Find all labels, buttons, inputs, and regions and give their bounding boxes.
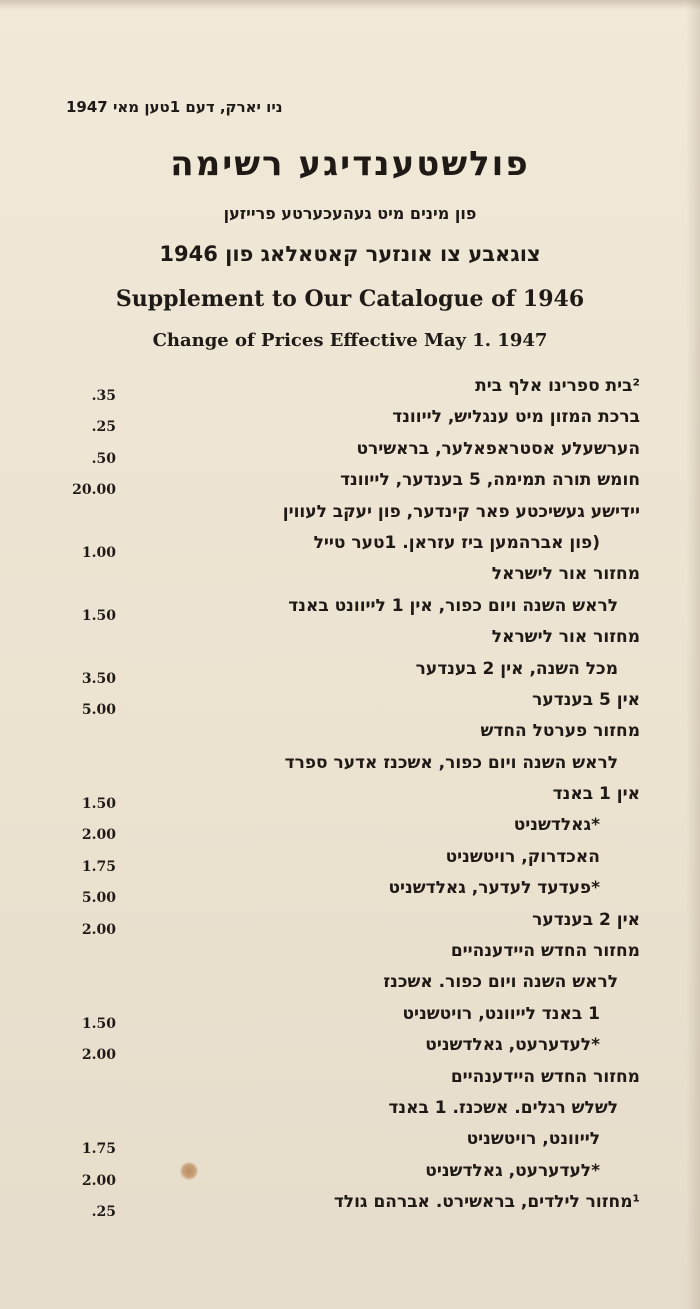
list-item [0, 941, 700, 972]
item-title: אין 1 באנד [552, 784, 640, 805]
item-title: 1 באנד לייוונט, רויטשניט [402, 1003, 600, 1024]
item-price: 2.00 [81, 827, 116, 844]
list-item [0, 659, 700, 690]
list-item [0, 910, 700, 941]
item-price: 20.00 [72, 482, 116, 499]
english-title: Supplement to Our Catalogue of 1946 [115, 286, 585, 312]
item-title: מכל השנה, אין 2 בענדער [415, 658, 618, 679]
list-item [0, 376, 700, 407]
item-price: 2.00 [81, 1172, 116, 1189]
item-title: מחזור החדש היידענהיים [450, 1066, 640, 1087]
item-title: האכדרוק, רויטשניט [445, 846, 600, 867]
item-price: 5.00 [81, 890, 116, 907]
list-item [0, 502, 700, 533]
item-title: *פעדעד לעדער, גאלדשניט [388, 878, 600, 899]
item-title: ברכת המזון מיט ענגליש, לייוונד [392, 407, 640, 428]
item-price: 2.00 [81, 921, 116, 938]
list-item [0, 627, 700, 658]
item-title: ¹מחזור לילדים, בראשירט. אברהם גולד [333, 1192, 640, 1213]
item-title: (פון אברהמען ביז עזראן. 1טער טייל [313, 532, 600, 553]
list-item [0, 1098, 700, 1129]
list-item [0, 1004, 700, 1035]
item-title: יידישע געשיכטע פאר קינדער, פון יעקב לעווין [282, 501, 640, 522]
hebrew-subtitle-2: צוגאבע צו אונזער קאטאלאג פון 1946 [159, 242, 541, 266]
item-title: מחזור החדש היידענהיים [450, 941, 640, 962]
item-title: *לעדערעט, גאלדשניט [425, 1160, 600, 1181]
list-item [0, 847, 700, 878]
hebrew-subtitle-1: פון מינים מיט געהעכערטע פרייזען [223, 204, 477, 223]
list-item [0, 1129, 700, 1160]
item-title: חומש תורה תמימה, 5 בענדער, לייוונד [340, 470, 640, 491]
dateline: ניו יארק, דעם 1טען מאי 1947 [66, 98, 283, 116]
list-item [0, 878, 700, 909]
item-price: 1.00 [81, 544, 116, 561]
list-item [0, 533, 700, 564]
item-title: לראש השנה ויום כפור, אשכנז אדער ספרד [284, 752, 618, 773]
item-title: הערשעלע אסטראפאלער, בראשירט [356, 438, 640, 459]
item-price: 5.00 [81, 701, 116, 718]
item-title: אין 2 בענדער [532, 909, 640, 930]
list-item [0, 1067, 700, 1098]
item-price: 3.50 [81, 670, 116, 687]
item-title: *גאלדשניט [513, 815, 600, 836]
item-price: .25 [91, 1204, 116, 1221]
item-title: לייוונט, רויטשניט [466, 1129, 600, 1150]
list-item [0, 1161, 700, 1192]
item-price: 1.75 [81, 1141, 116, 1158]
list-item [0, 1035, 700, 1066]
list-item [0, 815, 700, 846]
item-title: מחזור פערטל החדש [480, 721, 640, 742]
item-price: .50 [91, 450, 116, 467]
list-item [0, 470, 700, 501]
item-title: ²בית ספרינו אלף בית [475, 376, 640, 396]
item-price: 2.00 [81, 1047, 116, 1064]
item-title: *לעדערעט, גאלדשניט [425, 1035, 600, 1056]
list-item [0, 596, 700, 627]
list-item [0, 753, 700, 784]
item-title: מחזור אור לישראל [491, 564, 640, 585]
list-item [0, 439, 700, 470]
item-price: 1.50 [81, 607, 116, 624]
item-price: 1.50 [81, 1015, 116, 1032]
item-price: 1.50 [81, 796, 116, 813]
item-price: 1.75 [81, 858, 116, 875]
list-item [0, 784, 700, 815]
item-title: מחזור אור לישראל [491, 627, 640, 648]
list-item [0, 721, 700, 752]
list-item [0, 972, 700, 1003]
item-title: לראש השנה ויום כפור. אשכנז [383, 972, 618, 993]
item-title: אין 5 בענדער [532, 689, 640, 710]
item-title: לראש השנה ויום כפור, אין 1 לייוונט באנד [288, 595, 618, 616]
list-item [0, 564, 700, 595]
item-price: .35 [91, 388, 116, 404]
english-subtitle: Change of Prices Effective May 1. 1947 [152, 330, 548, 351]
price-list [0, 376, 700, 1224]
list-item [0, 1192, 700, 1223]
list-item [0, 690, 700, 721]
item-title: לשלש רגלים. אשכנז. 1 באנד [388, 1097, 618, 1118]
paper-edge-top [0, 0, 700, 10]
hebrew-title: פולשטענדיגע רשימה [170, 144, 530, 184]
item-price: .25 [91, 419, 116, 436]
list-item [0, 407, 700, 438]
